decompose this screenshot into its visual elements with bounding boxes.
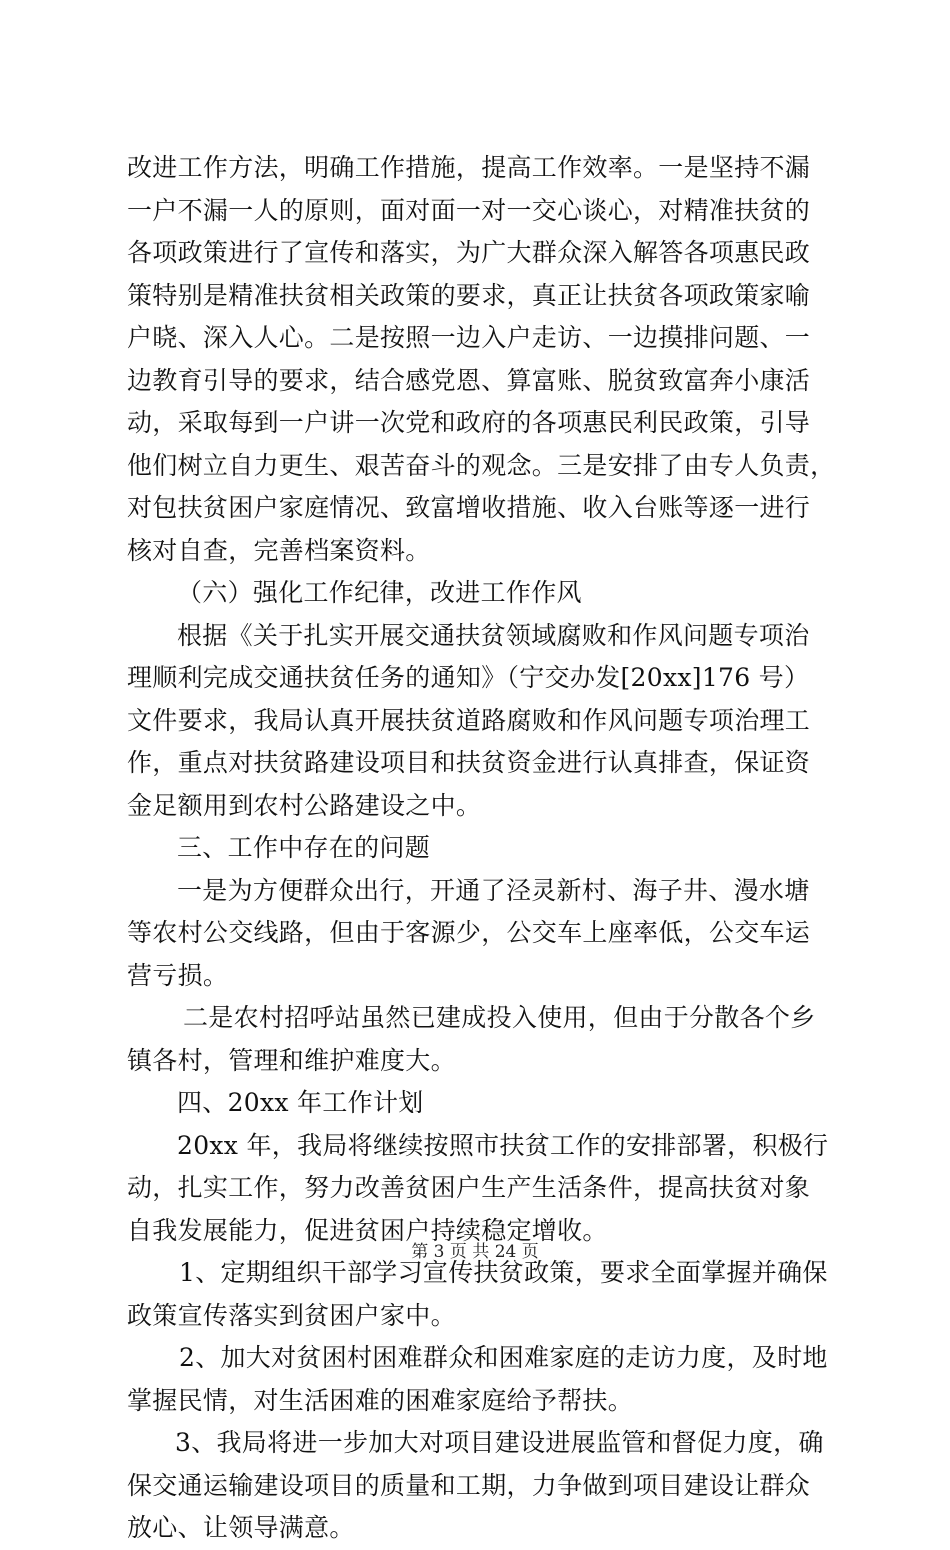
text-line: 保交通运输建设项目的质量和工期，力争做到项目建设让群众 [127, 1470, 811, 1500]
text-line: 政策宣传落实到贫困户家中。 [127, 1300, 456, 1330]
text-line: 营亏损。 [127, 960, 229, 990]
text-line: 动，扎实工作，努力改善贫困户生产生活条件，提高扶贫对象 [127, 1173, 811, 1202]
page-number-footer: 第 3 页 共 24 页 [411, 1242, 539, 1262]
text-line: 理顺利完成交通扶贫任务的通知》（宁交办发[20xx]176 号） [127, 663, 810, 692]
list-item-text: 2、加大对贫困村困难群众和困难家庭的走访力度，及时地 [179, 1343, 828, 1372]
document-body [127, 147, 836, 1550]
text-line: 各项政策进行了宣传和落实，为广大群众深入解答各项惠民政 [127, 238, 811, 267]
text-line: 等农村公交线路，但由于客源少，公交车上座率低，公交车运 [127, 918, 811, 947]
text-line: 自我发展能力，促进贫困户持续稳定增收。 [127, 1215, 608, 1245]
text-line: 核对自查，完善档案资料。 [127, 535, 431, 565]
text-line: 根据《关于扎实开展交通扶贫领域腐败和作风问题专项治 [177, 620, 810, 650]
text-line: 对包扶贫困户家庭情况、致富增收措施、收入台账等逐一进行 [127, 493, 811, 522]
text-line: 放心、让领导满意。 [127, 1513, 355, 1542]
text-line: 动，采取每到一户讲一次党和政府的各项惠民利民政策，引导 [127, 408, 811, 437]
text-line: 边教育引导的要求，结合感党恩、算富账、脱贫致富奔小康活 [127, 365, 811, 395]
text-line: 作，重点对扶贫路建设项目和扶贫资金进行认真排查，保证资 [127, 748, 811, 777]
section-heading: （六）强化工作纪律，改进工作作风 [177, 578, 582, 607]
list-item-text: 3、我局将进一步加大对项目建设进展监管和督促力度，确 [175, 1428, 824, 1457]
list-item-text: 1、定期组织干部学习宣传扶贫政策，要求全面掌握并确保 [179, 1258, 828, 1287]
text-line: 镇各村，管理和维护难度大。 [127, 1045, 456, 1075]
text-line: 20xx 年，我局将继续按照市扶贫工作的安排部署，积极行 [177, 1130, 829, 1160]
section-heading: 三、工作中存在的问题 [177, 833, 431, 862]
text-line: 策特别是精准扶贫相关政策的要求，真正让扶贫各项政策家喻 [127, 280, 811, 310]
text-line: 改进工作方法，明确工作措施，提高工作效率。一是坚持不漏 [127, 153, 811, 182]
text-line: 一户不漏一人的原则，面对面一对一交心谈心，对精准扶贫的 [127, 195, 811, 225]
text-line: 户晓、深入人心。二是按照一边入户走访、一边摸排问题、一 [127, 323, 811, 352]
text-line: 金足额用到农村公路建设之中。 [127, 790, 482, 820]
text-line: 二是农村招呼站虽然已建成投入使用，但由于分散各个乡 [183, 1003, 816, 1032]
text-line: 他们树立自力更生、艰苦奋斗的观念。三是安排了由专人负责， [127, 450, 836, 480]
text-line: 掌握民情，对生活困难的困难家庭给予帮扶。 [127, 1385, 634, 1415]
text-line: 一是为方便群众出行，开通了泾灵新村、海子井、漫水塘 [177, 875, 810, 905]
section-heading: 四、20xx 年工作计划 [177, 1088, 424, 1117]
text-line: 文件要求，我局认真开展扶贫道路腐败和作风问题专项治理工 [127, 705, 811, 735]
